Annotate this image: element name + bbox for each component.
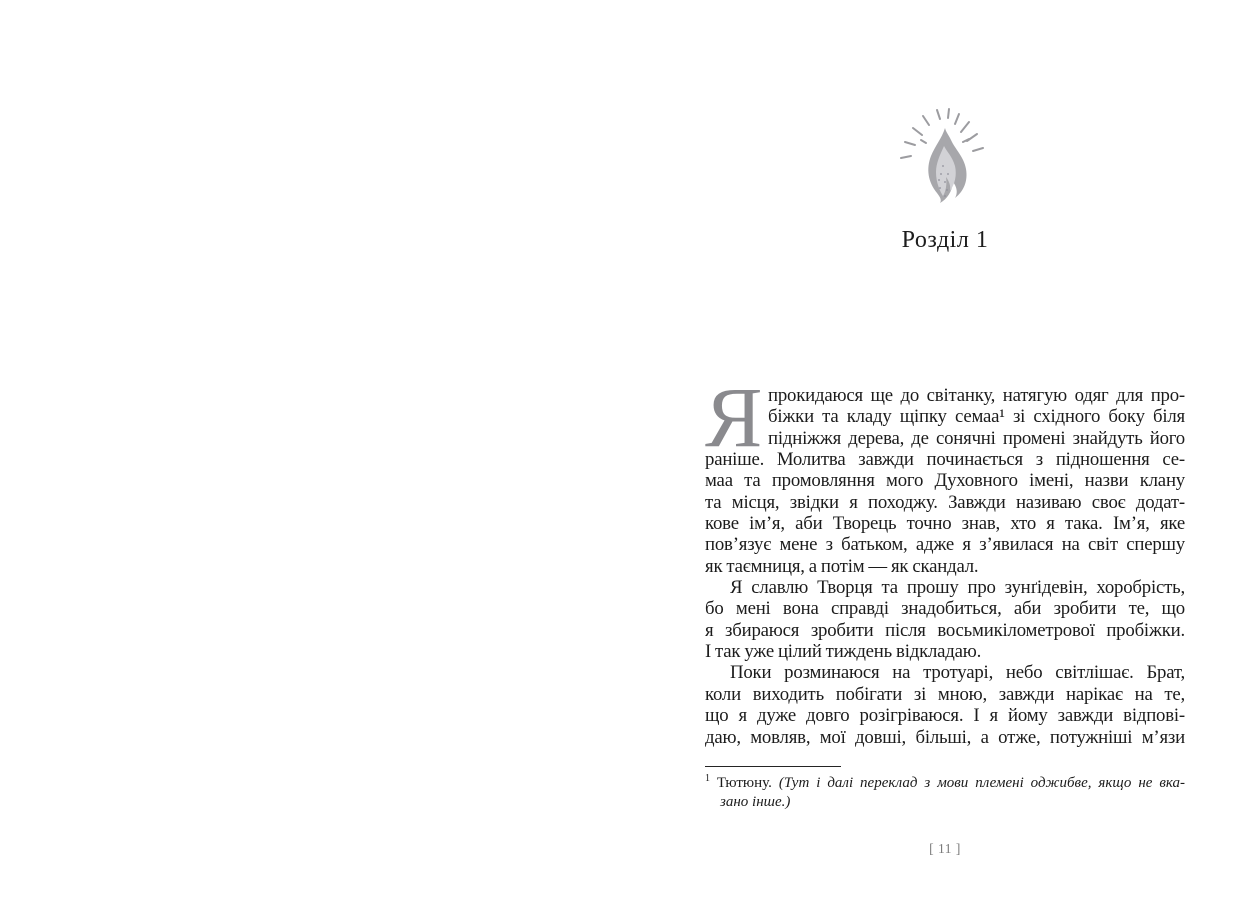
- body-text-line: маа та промовляння мого Духовного імені, назви клану: [705, 470, 1185, 492]
- page-number: [ 11 ]: [929, 841, 961, 856]
- body-text-line: пов’язує мене з батьком, адже я з’явилася на світ спершу: [705, 534, 1185, 556]
- footnote-text-segment: зано інше.): [720, 794, 791, 810]
- footnote-line: [705, 793, 1185, 812]
- paragraph: [705, 662, 1185, 747]
- footnote-lines: [705, 774, 1185, 812]
- body-text-line: І так уже цілий тиждень відкладаю.: [705, 641, 982, 663]
- paragraph: [705, 369, 1185, 577]
- drop-cap: Я: [705, 369, 763, 465]
- footnote-rule: [705, 766, 841, 767]
- body-text-line: як таємниця, а потім — як скандал.: [705, 555, 979, 577]
- body-text: [705, 369, 1185, 748]
- right-page: [705, 0, 1185, 908]
- flame-ornament-icon: [897, 104, 993, 204]
- body-text-line: що я дуже довго розігріваюся. І я йому завжди відпові-: [705, 705, 1185, 727]
- body-text-line: Поки розминаюся на тротуарі, небо світлішає. Брат,: [730, 662, 1185, 684]
- body-text-line: та місця, звідки я походжу. Завжди називаю своє додат-: [705, 491, 1185, 513]
- footnote-text-segment: Тютюну.: [710, 775, 779, 791]
- body-text-line: підніжжя дерева, де сонячні промені знайдуть його: [768, 427, 1185, 449]
- body-text-line: Я славлю Творця та прошу про зунґідевін, хоробрість,: [730, 577, 1185, 599]
- body-text-line: бо мені вона справді знадобиться, аби зробити те, що: [705, 598, 1185, 620]
- footnote-marker: 1: [705, 773, 710, 784]
- body-text-line: я збираюся зробити після восьмикілометрової пробіжки.: [705, 619, 1185, 641]
- body-text-line: раніше. Молитва завжди починається з підношення се-: [705, 449, 1185, 471]
- body-text-line: кове ім’я, аби Творець точно знав, хто я така. Ім’я, яке: [705, 513, 1185, 535]
- paragraph: [705, 577, 1185, 662]
- body-text-line: коли виходить побігати зі мною, завжди нарікає на те,: [705, 683, 1185, 705]
- body-text-line: прокидаюся ще до світанку, натягую одяг для про-: [768, 385, 1185, 406]
- body-text-line: даю, мовляв, мої довші, більші, а отже, потужніші м’язи: [705, 726, 1185, 748]
- footnote-text-segment: (Тут і далі переклад з мови племені оджибве, якщо не вка-: [778, 775, 1185, 791]
- body-text-line: біжки та кладу щіпку семаа¹ зі східного боку біля: [768, 406, 1185, 428]
- footnote-line: [705, 774, 1185, 793]
- chapter-title: Розділ 1: [901, 227, 989, 253]
- footnote: [705, 766, 1185, 812]
